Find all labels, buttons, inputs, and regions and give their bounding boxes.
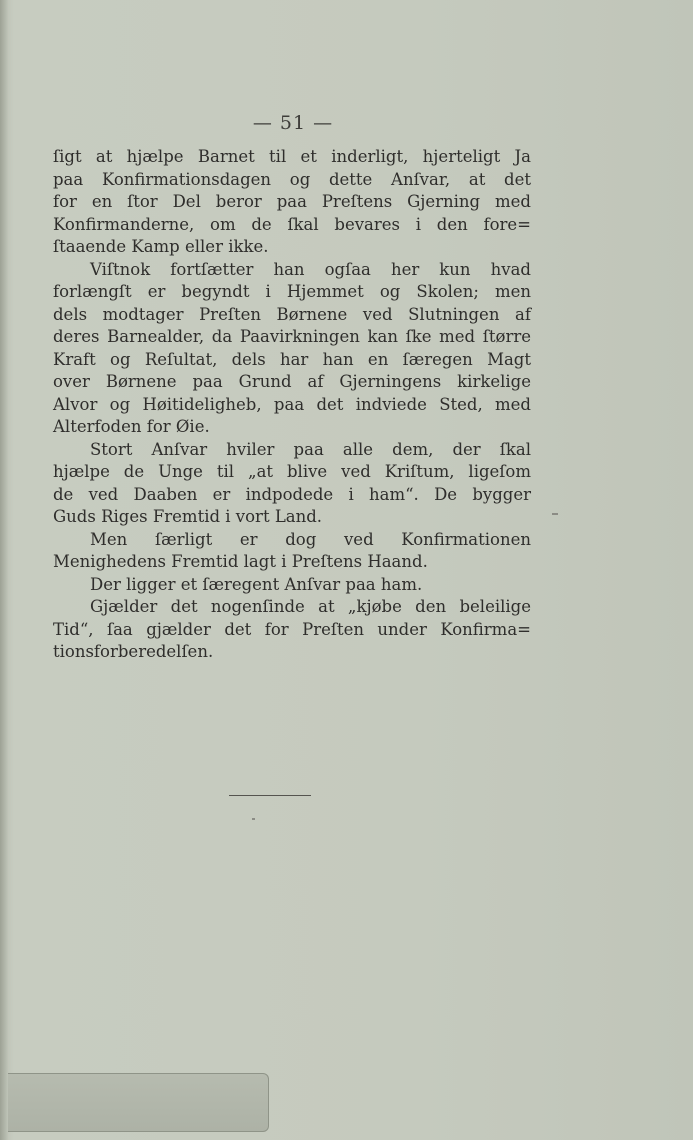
text-line: Viſtnok fortſætter han ogſaa her kun hvad	[90, 259, 531, 279]
page-number: — 51 —	[252, 112, 334, 134]
text-line: Alterfoden for Øie.	[53, 417, 210, 436]
text-line: de ved Daaben er indpodede i ham“. De bygger	[53, 484, 531, 504]
text-line: Stort Anſvar hviler paa alle dem, der ſkal	[90, 439, 531, 459]
text-line: ſtaaende Kamp eller ikke.	[53, 237, 269, 256]
body-text	[53, 146, 531, 664]
text-line: Der ligger et ſæregent Anſvar paa ham.	[90, 574, 423, 594]
paper-speck	[252, 818, 255, 820]
text-line: Men ſærligt er dog ved Konfirmationen	[90, 529, 531, 549]
corner-tab	[8, 1073, 269, 1132]
text-line: tionsforberedelſen.	[53, 642, 214, 661]
text-line: Alvor og Høitideligheb, paa det indviede Sted, med	[53, 394, 531, 414]
text-line: hjælpe de Unge til „at blive ved Kriſtum, ligeſom	[53, 462, 531, 481]
text-line: Guds Riges Fremtid i vort Land.	[53, 507, 323, 526]
text-line: Kraft og Reſultat, dels har han en ſæregen Magt	[53, 349, 531, 369]
text-line: paa Konfirmationsdagen og dette Anſvar, at det	[53, 169, 531, 189]
page-edge-shadow	[0, 0, 8, 1140]
text-line: dels modtager Preſten Børnene ved Slutningen af	[53, 304, 531, 324]
text-line: forlængſt er begyndt i Hjemmet og Skolen; men	[53, 282, 531, 301]
text-line: Tid“, ſaa gjælder det for Preſten under Konfirma=	[53, 619, 531, 639]
text-line: Gjælder det nogenſinde at „kjøbe den beleilige	[90, 597, 531, 616]
paper-speck	[552, 513, 558, 515]
text-line: over Børnene paa Grund af Gjerningens kirkelige	[53, 372, 531, 391]
text-line: deres Barnealder, da Paavirkningen kan ſke med ſtørre	[53, 327, 531, 346]
text-line: ſigt at hjælpe Barnet til et inderligt, hjerteligt Ja	[53, 147, 531, 166]
closing-rule	[229, 795, 311, 796]
text-line: Menighedens Fremtid lagt i Preſtens Haand.	[53, 552, 428, 571]
text-line: Konfirmanderne, om de ſkal bevares i den fore=	[53, 214, 531, 234]
text-line: for en ſtor Del beror paa Preſtens Gjerning med	[53, 192, 531, 211]
